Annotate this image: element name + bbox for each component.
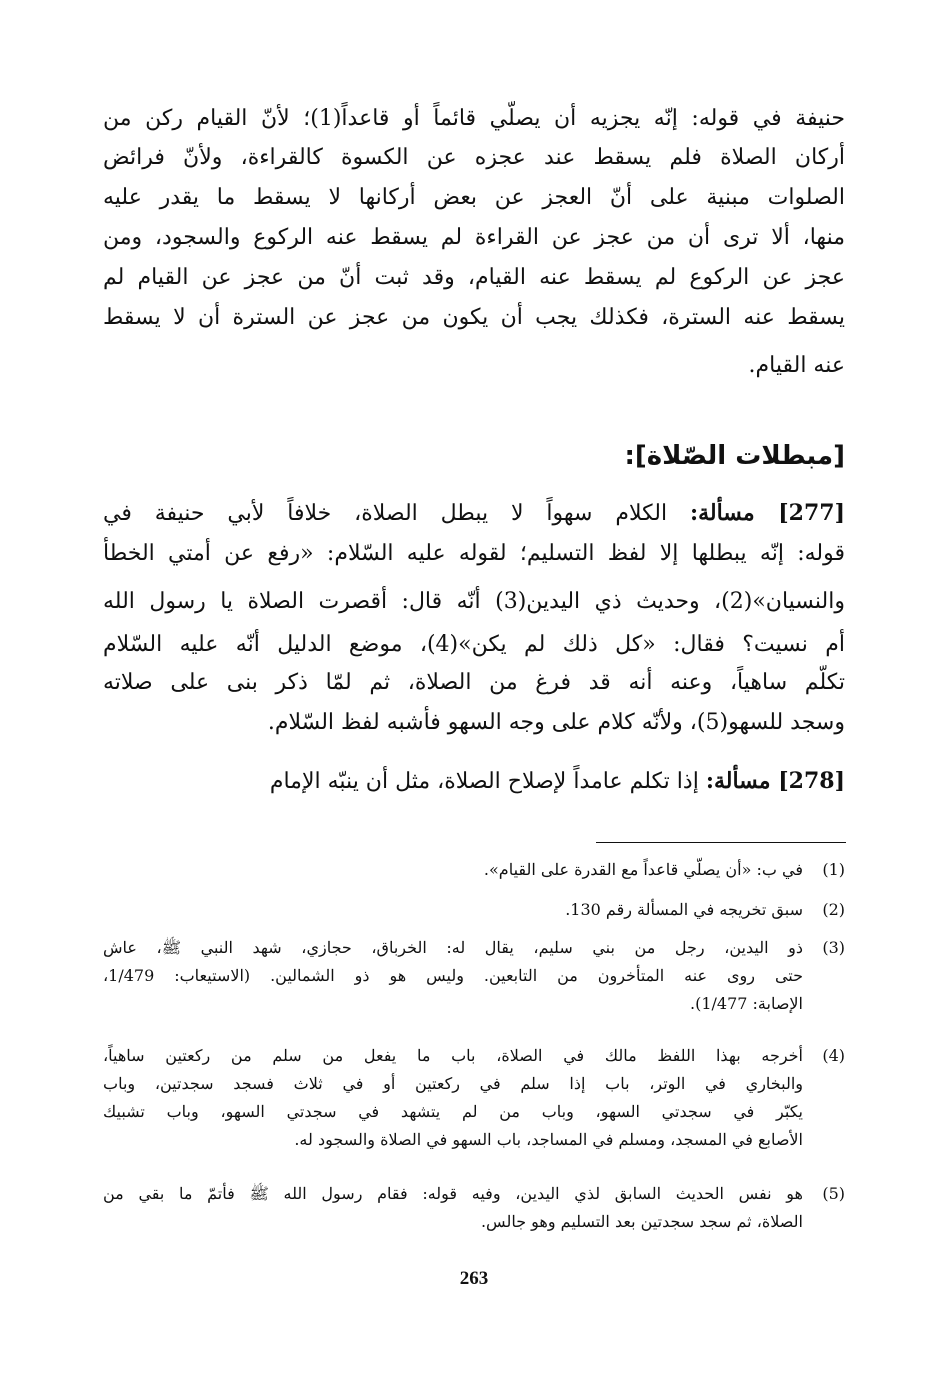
body-line: والنسيان»(2)، وحديث ذي اليدين(3) أنّه قال: أقصرت الصلاة يا رسول الله	[103, 589, 845, 614]
footnote-number: (1)	[822, 860, 845, 879]
footnote	[103, 934, 845, 1018]
footnote-line: أخرجه بهذا اللفظ مالك في الصلاة، باب ما يفعل من سلم من ركعتين ساهياً،	[103, 1046, 803, 1065]
body-line: يسقط عنه السترة، فكذلك يجب أن يكون من عجز عن السترة أن لا يسقط	[103, 305, 845, 330]
footnote-line: الصلاة، ثم سجد سجدتين بعد التسليم وهو جالس.	[480, 1212, 803, 1231]
footnote-line: الأصابع في المسجد، ومسلم في المساجد، باب السهو في الصلاة والسجود له.	[294, 1130, 803, 1149]
footnote	[103, 1180, 845, 1236]
footnote-separator	[596, 842, 846, 843]
footnote-number: (2)	[822, 900, 845, 919]
footnote-line: سبق تخريجه في المسألة رقم 130.	[565, 900, 803, 919]
body-line: قوله: إنّه يبطلها إلا لفظ التسليم؛ لقوله عليه السّلام: «رفع عن أمتي الخطأ	[103, 541, 845, 566]
footnote	[103, 1042, 845, 1154]
body-line: أم نسيت؟ فقال: «كل ذلك لم يكن»(4)، موضع الدليل أنّه عليه السّلام	[103, 632, 845, 657]
footnote-number: (5)	[822, 1184, 845, 1203]
footnote-number: (4)	[822, 1046, 845, 1065]
issue-text: إذا تكلم عامداً لإصلاح الصلاة، مثل أن ينبّه الإمام	[269, 769, 699, 794]
footnote	[103, 896, 845, 924]
footnote-line: يكبّر في سجدتي السهو، وباب من لم يتشهد في سجدتي السهو، وباب تشبيك	[103, 1102, 803, 1121]
footnote-line: حتى روى عنه المتأخرون من التابعين. وليس هو ذو الشمالين. (الاستيعاب: 1/479،	[103, 966, 803, 985]
body-line: منها، ألا ترى أن من عجز عن القراءة لم يسقط عنه الركوع والسجود، ومن	[103, 225, 845, 250]
issue-text: الكلام سهواً لا يبطل الصلاة، خلافاً لأبي حنيفة في	[103, 501, 668, 526]
issue-277-first-line	[103, 495, 845, 531]
body-line: وسجد للسهو(5)، ولأنّه كلام على وجه السهو فأشبه لفظ السّلام.	[267, 710, 845, 735]
footnote-line: ذو اليدين، رجل من بني سليم، يقال له: الخرباق، حجازي، شهد النبي ﷺ، عاش	[103, 938, 803, 957]
footnote	[103, 856, 845, 884]
section-heading: [مبطلات الصّلاة]:	[624, 441, 845, 471]
issue-number: [278] مسألة:	[705, 768, 845, 794]
body-line: حنيفة في قوله: إنّه يجزيه أن يصلّي قائماً أو قاعداً(1)؛ لأنّ القيام ركن من	[103, 106, 845, 131]
body-line: تكلّم ساهياً، وعنه أنه قد فرغ من الصلاة، ثم لمّا ذكر بنى على صلاته	[103, 670, 845, 695]
footnote-line: الإصابة: 1/477).	[690, 994, 803, 1013]
body-line: أركان الصلاة فلم يسقط عند عجزه عن الكسوة كالقراءة، ولأنّ فرائض	[103, 145, 845, 170]
footnote-line: هو نفس الحديث السابق لذي اليدين، وفيه قوله: فقام رسول الله ﷺ فأتمّ ما بقي من	[103, 1184, 803, 1203]
page-number: 263	[459, 1268, 489, 1289]
body-line: عجز عن الركوع لم يسقط عنه القيام، وقد ثبت أنّ من عجز عن القيام لم	[103, 265, 845, 290]
body-line: عنه القيام.	[748, 353, 845, 378]
footnote-line: والبخاري في الوتر، باب إذا سلم في ركعتين أو في ثلاث فسجد سجدتين، وباب	[103, 1074, 803, 1093]
body-line: الصلوات مبنية على أنّ العجز عن بعض أركانها لا يسقط ما يقدر عليه	[103, 185, 845, 210]
footnote-number: (3)	[822, 938, 845, 957]
issue-278-first-line	[103, 763, 845, 799]
issue-number: [277] مسألة:	[689, 500, 845, 526]
footnote-line: في ب: «أن يصلّي قاعداً مع القدرة على القيام».	[483, 860, 803, 879]
